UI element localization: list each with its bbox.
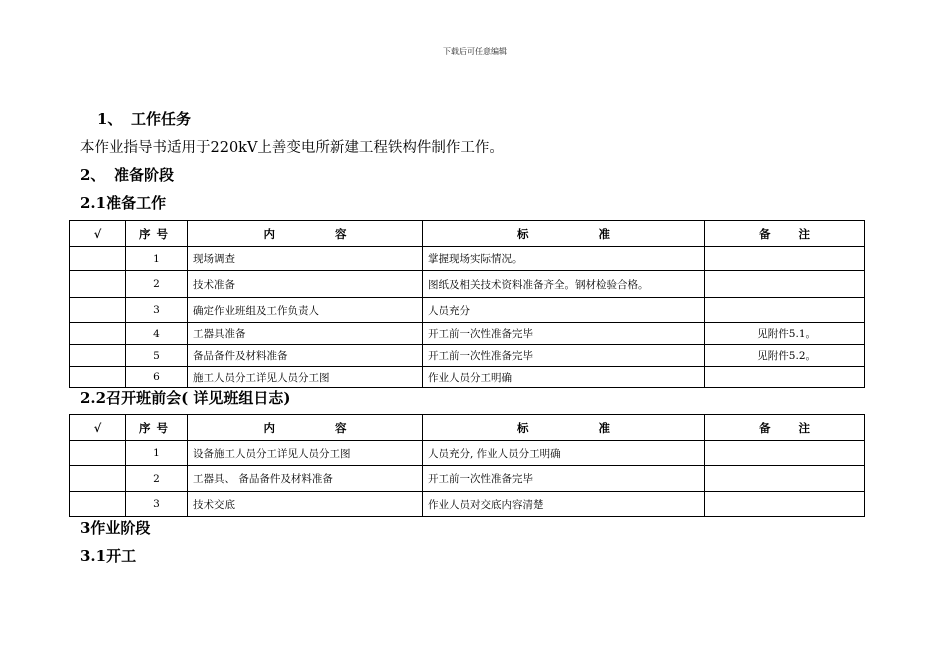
note-cell — [705, 298, 865, 323]
table-header-row — [70, 221, 865, 247]
section-1-paragraph: 本作业指导书适用于220kV上善变电所新建工程铁构件制作工作。 — [80, 140, 504, 156]
seq-cell: 2 — [126, 271, 188, 298]
col-content-header: 内容 — [188, 221, 423, 247]
seq-cell: 6 — [126, 367, 188, 388]
col-check-header: √ — [70, 415, 126, 441]
check-cell[interactable] — [70, 323, 126, 345]
check-cell[interactable] — [70, 367, 126, 388]
content-cell: 技术准备 — [188, 271, 423, 298]
check-cell[interactable] — [70, 298, 126, 323]
seq-cell: 5 — [126, 345, 188, 367]
standard-cell: 掌握现场实际情况。 — [423, 247, 705, 271]
section-1-number: 1、 — [97, 110, 123, 128]
note-cell — [705, 271, 865, 298]
check-cell[interactable] — [70, 345, 126, 367]
standard-cell: 作业人员分工明确 — [423, 367, 705, 388]
section-2-number: 2、 — [80, 166, 106, 184]
section-1-heading — [97, 108, 191, 129]
section-3-1-heading: 3.1开工 — [80, 547, 137, 565]
table-row — [70, 492, 865, 517]
note-cell — [705, 367, 865, 388]
content-cell: 施工人员分工详见人员分工图 — [188, 367, 423, 388]
seq-cell: 1 — [126, 247, 188, 271]
seq-cell: 2 — [126, 466, 188, 492]
check-cell[interactable] — [70, 271, 126, 298]
content-cell: 现场调查 — [188, 247, 423, 271]
content-cell: 工器具、 备品备件及材料准备 — [188, 466, 423, 492]
seq-cell: 4 — [126, 323, 188, 345]
table-row — [70, 271, 865, 298]
check-cell[interactable] — [70, 466, 126, 492]
seq-cell: 3 — [126, 492, 188, 517]
table-header-row — [70, 415, 865, 441]
col-content-header: 内容 — [188, 415, 423, 441]
header-note: 下载后可任意编辑 — [443, 47, 507, 56]
section-3-heading: 3作业阶段 — [80, 519, 151, 537]
table-row — [70, 441, 865, 466]
standard-cell: 开工前一次性准备完毕 — [423, 345, 705, 367]
standard-cell: 人员充分, 作业人员分工明确 — [423, 441, 705, 466]
section-1-title: 工作任务 — [131, 110, 192, 128]
note-cell — [705, 247, 865, 271]
seq-cell: 3 — [126, 298, 188, 323]
check-cell[interactable] — [70, 441, 126, 466]
section-2-1-heading: 2.1准备工作 — [80, 194, 167, 212]
table-row — [70, 367, 865, 388]
col-check-header: √ — [70, 221, 126, 247]
note-cell — [705, 466, 865, 492]
section-2-title: 准备阶段 — [114, 166, 175, 184]
table-row — [70, 323, 865, 345]
col-standard-header: 标准 — [423, 221, 705, 247]
col-note-header: 备注 — [705, 221, 865, 247]
prep-work-table — [69, 220, 865, 388]
note-cell: 见附件5.2。 — [705, 345, 865, 367]
note-cell — [705, 441, 865, 466]
col-standard-header: 标准 — [423, 415, 705, 441]
content-cell: 确定作业班组及工作负责人 — [188, 298, 423, 323]
pre-shift-meeting-table — [69, 414, 865, 517]
check-cell[interactable] — [70, 492, 126, 517]
section-2-2-heading: 2.2召开班前会( 详见班组日志) — [80, 389, 291, 407]
check-cell[interactable] — [70, 247, 126, 271]
note-cell: 见附件5.1。 — [705, 323, 865, 345]
content-cell: 备品备件及材料准备 — [188, 345, 423, 367]
standard-cell: 开工前一次性准备完毕 — [423, 466, 705, 492]
standard-cell: 开工前一次性准备完毕 — [423, 323, 705, 345]
section-2-heading — [80, 164, 174, 185]
standard-cell: 作业人员对交底内容清楚 — [423, 492, 705, 517]
col-seq-header: 序号 — [126, 221, 188, 247]
content-cell: 工器具准备 — [188, 323, 423, 345]
note-cell — [705, 492, 865, 517]
seq-cell: 1 — [126, 441, 188, 466]
content-cell: 技术交底 — [188, 492, 423, 517]
table-row — [70, 345, 865, 367]
content-cell: 设备施工人员分工详见人员分工图 — [188, 441, 423, 466]
table-row — [70, 466, 865, 492]
standard-cell: 图纸及相关技术资料准备齐全。钢材检验合格。 — [423, 271, 705, 298]
col-seq-header: 序号 — [126, 415, 188, 441]
standard-cell: 人员充分 — [423, 298, 705, 323]
col-note-header: 备注 — [705, 415, 865, 441]
table-row — [70, 298, 865, 323]
table-row — [70, 247, 865, 271]
